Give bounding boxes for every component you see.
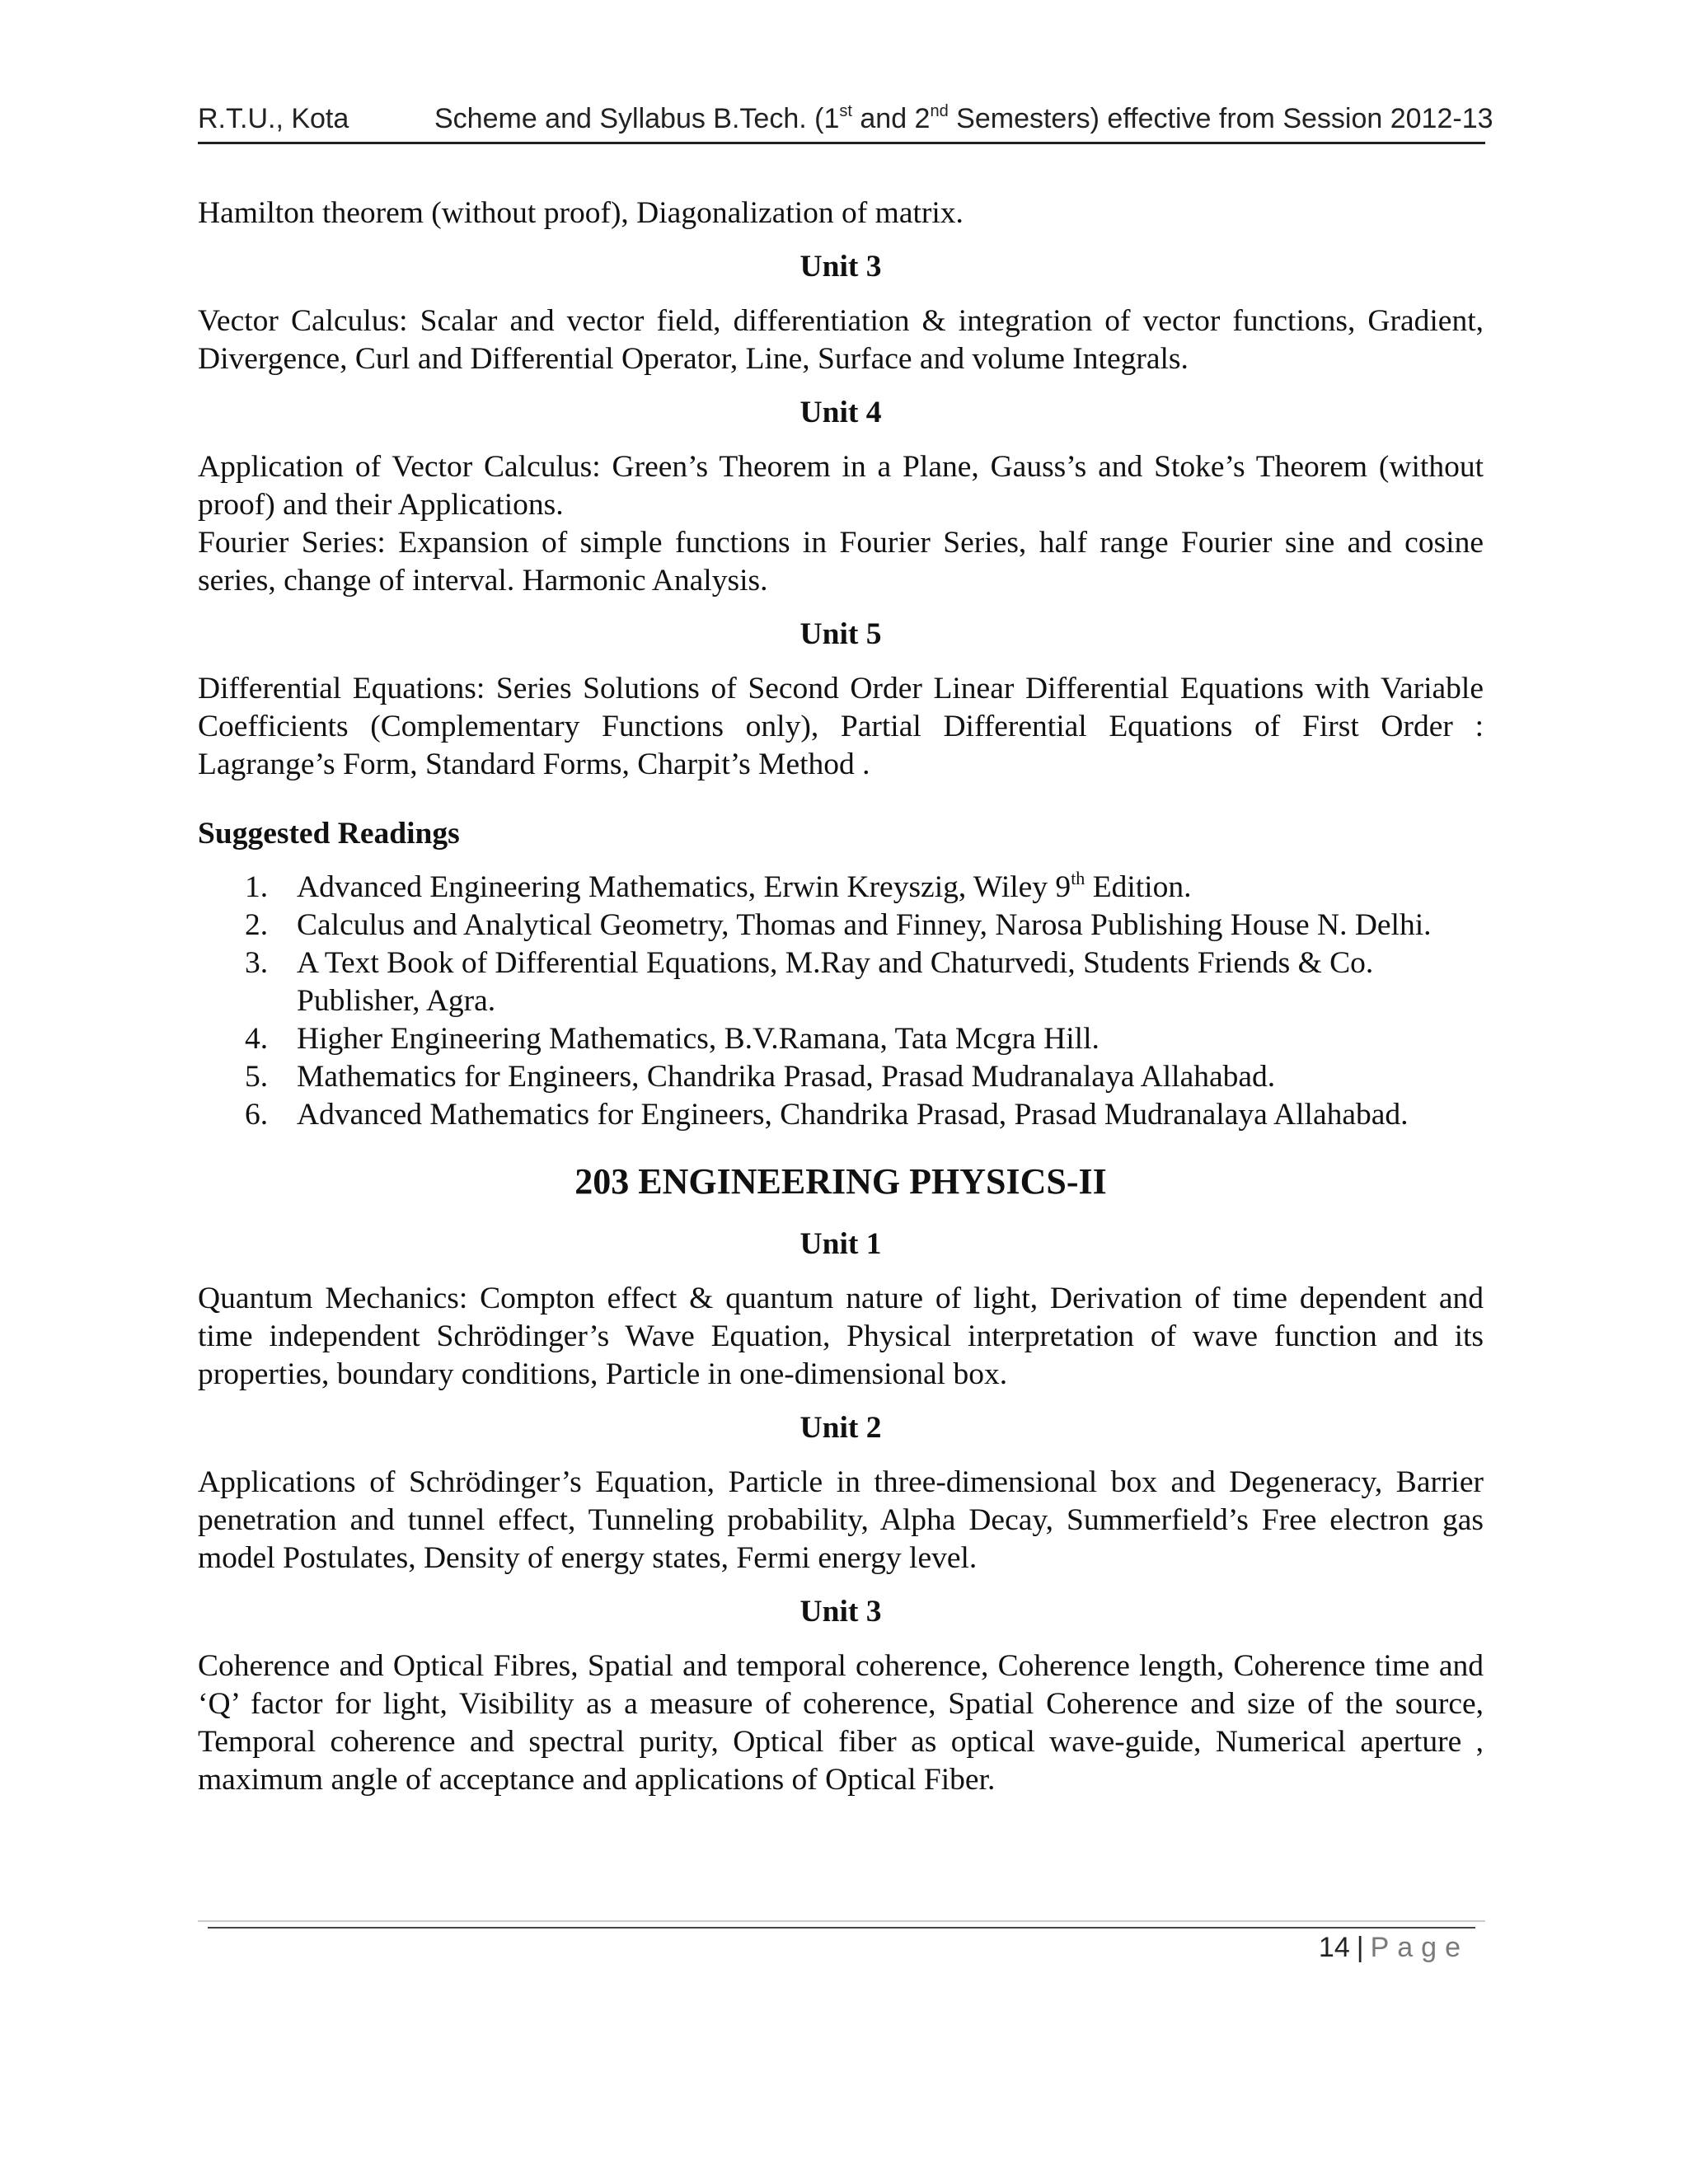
math-unit4-text-fourier: Fourier Series: Expansion of simple functions in Fourier Series, half range Fourier sine and cosine series, change of interval. Harmonic Analysis. [198, 526, 1484, 598]
suggested-readings-list [198, 869, 1484, 1134]
header-divider [198, 142, 1485, 144]
reading-item [198, 944, 1484, 1020]
reading-number: 1. [245, 870, 269, 904]
math-unit5-text: Differential Equations: Series Solutions of Second Order Linear Differential Equations with Variable Coefficients (Complementary Functions only), Partial Differential Equations of First Order : Lagrange’s Form, Standard Forms, Charpit’s Method . [198, 672, 1484, 781]
reading-number: 3. [245, 946, 269, 980]
reading-text: Higher Engineering Mathematics, B.V.Ramana, Tata Mcgra Hill. [297, 1022, 1100, 1056]
math-unit4-heading: Unit 4 [799, 396, 882, 429]
reading-item [198, 1096, 1484, 1134]
math-unit4-text-vector: Application of Vector Calculus: Green’s Theorem in a Plane, Gauss’s and Stoke’s Theorem (without proof) and their Applications. [198, 450, 1484, 522]
page-body [198, 194, 1484, 1799]
footer-divider-light [198, 1920, 1485, 1922]
header-sup-st: st [839, 102, 852, 120]
page-header [198, 97, 1493, 145]
intro-paragraph: Hamilton theorem (without proof), Diagonalization of matrix. [198, 196, 964, 230]
physics-unit2-heading: Unit 2 [799, 1411, 882, 1445]
reading-text: Advanced Engineering Mathematics, Erwin Kreyszig, Wiley 9 [297, 870, 1071, 904]
reading-text: Advanced Mathematics for Engineers, Chandrika Prasad, Prasad Mudranalaya Allahabad. [297, 1098, 1409, 1132]
reading-text-end: Edition. [1085, 870, 1192, 904]
page-number: 14 [1318, 1932, 1350, 1963]
header-sup-nd: nd [930, 102, 949, 120]
reading-sup: th [1071, 868, 1085, 888]
header-title-part2: and 2 [851, 103, 931, 134]
suggested-readings-heading: Suggested Readings [198, 817, 460, 851]
physics-unit1-heading: Unit 1 [799, 1227, 882, 1261]
header-title-part3: Semesters) effective from Session 2012-13 [948, 103, 1493, 134]
math-unit3-heading: Unit 3 [799, 250, 882, 284]
physics-unit1-text: Quantum Mechanics: Compton effect & quantum nature of light, Derivation of time dependent and time independent Schrödinger’s Wave Equation, Physical interpretation of wave function and its properties, boundary conditions, Particle in one-dimensional box. [198, 1282, 1484, 1391]
reading-number: 2. [245, 908, 269, 942]
reading-text: Calculus and Analytical Geometry, Thomas and Finney, Narosa Publishing House N. Delhi. [297, 908, 1432, 942]
physics-unit3-text: Coherence and Optical Fibres, Spatial and temporal coherence, Coherence length, Coherence time and ‘Q’ factor for light, Visibility as a measure of coherence, Spatial Coherence and size of the source, Temporal coherence and spectral purity, Optical fiber as optical wave-guide, Numerical aperture , maximum angle of acceptance and applications of Optical Fiber. [198, 1649, 1484, 1797]
reading-number: 4. [245, 1022, 269, 1056]
reading-text: A Text Book of Differential Equations, M.Ray and Chaturvedi, Students Friends & Co. Publisher, Agra. [297, 946, 1374, 1018]
math-unit5-heading: Unit 5 [799, 617, 882, 651]
physics-unit2-text: Applications of Schrödinger’s Equation, Particle in three-dimensional box and Degeneracy, Barrier penetration and tunnel effect, Tunneling probability, Alpha Decay, Summerfield’s Free electron gas model Postulates, Density of energy states, Fermi energy level. [198, 1465, 1484, 1575]
physics-unit3-heading: Unit 3 [799, 1595, 882, 1629]
reading-number: 5. [245, 1060, 269, 1094]
header-title [434, 97, 1493, 140]
header-institution: R.T.U., Kota [198, 103, 349, 134]
reading-item [198, 1058, 1484, 1096]
section-title-physics: 203 ENGINEERING PHYSICS-II [574, 1161, 1107, 1202]
footer-separator: | [1356, 1932, 1364, 1963]
header-title-part1: Scheme and Syllabus B.Tech. (1 [434, 103, 840, 134]
page-footer [1319, 1924, 1469, 1971]
reading-item [198, 907, 1484, 944]
footer-divider [208, 1927, 1475, 1929]
reading-text: Mathematics for Engineers, Chandrika Prasad, Prasad Mudranalaya Allahabad. [297, 1060, 1276, 1094]
reading-item [198, 1020, 1484, 1058]
math-unit3-text: Vector Calculus: Scalar and vector field, differentiation & integration of vector functions, Gradient, Divergence, Curl and Differential Operator, Line, Surface and volume Integrals. [198, 304, 1484, 376]
page-label: Page [1370, 1932, 1469, 1963]
reading-item [198, 869, 1484, 907]
reading-number: 6. [245, 1098, 269, 1132]
